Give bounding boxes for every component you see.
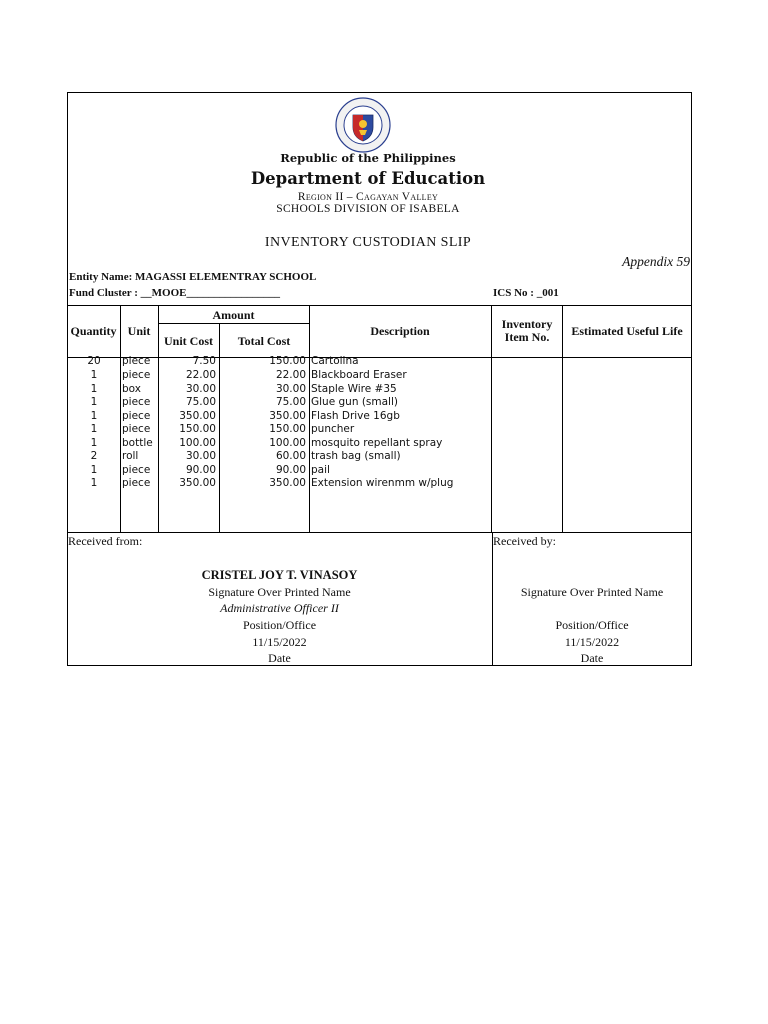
row-unit: box: [122, 383, 141, 395]
row-qty: 1: [90, 477, 98, 489]
division-text: SCHOOLS DIVISION OF ISABELA: [276, 203, 460, 215]
row-total-cost: 75.00: [275, 396, 306, 408]
header-estimated-useful-life: Estimated Useful Life: [571, 324, 683, 338]
row-total-cost: 350.00: [269, 410, 306, 422]
col-divider-inventory: [491, 305, 492, 532]
appendix-label: Appendix 59: [622, 254, 690, 269]
row-unit: bottle: [122, 437, 153, 449]
republic-text: Republic of the Philippines: [280, 151, 456, 165]
received-by-signature-label: Signature Over Printed Name: [520, 585, 664, 599]
fund-cluster-value: __MOOE_________________: [140, 287, 280, 299]
row-unit-cost: 350.00: [179, 410, 216, 422]
row-total-cost: 90.00: [275, 464, 306, 476]
row-qty: 20: [87, 355, 101, 367]
row-unit-cost: 90.00: [185, 464, 216, 476]
row-description: pail: [311, 464, 330, 476]
row-total-cost: 100.00: [269, 437, 306, 449]
row-unit-cost: 22.00: [185, 369, 216, 381]
row-unit: piece: [122, 423, 151, 435]
received-from-position-label: Position/Office: [242, 618, 317, 632]
row-unit-cost: 30.00: [185, 383, 216, 395]
col-divider-useful-life: [562, 305, 563, 532]
row-unit-cost: 30.00: [185, 450, 216, 462]
deped-seal-icon: [335, 97, 391, 153]
row-unit-cost: 350.00: [179, 477, 216, 489]
row-description: Glue gun (small): [311, 396, 398, 408]
fund-cluster-label: Fund Cluster :: [69, 287, 138, 299]
col-divider-description: [309, 305, 310, 532]
table-top-border: [67, 305, 692, 306]
row-unit: piece: [122, 396, 151, 408]
ics-no-label: ICS No :: [493, 287, 534, 299]
header-description: Description: [370, 324, 430, 338]
received-by-date-label: Date: [580, 651, 604, 665]
row-qty: 1: [90, 410, 98, 422]
row-qty: 1: [90, 464, 98, 476]
row-qty: 1: [90, 396, 98, 408]
row-total-cost: 30.00: [275, 383, 306, 395]
row-description: Blackboard Eraser: [311, 369, 407, 381]
row-qty: 1: [90, 423, 98, 435]
row-total-cost: 350.00: [269, 477, 306, 489]
department-title: Department of Education: [250, 169, 486, 188]
row-unit: piece: [122, 355, 151, 367]
ics-no-value: _001: [536, 287, 559, 299]
received-by-date: 11/15/2022: [564, 635, 620, 649]
row-unit: piece: [122, 410, 151, 422]
row-unit: piece: [122, 464, 151, 476]
row-unit-cost: 75.00: [185, 396, 216, 408]
row-description: mosquito repellant spray: [311, 437, 443, 449]
row-unit: piece: [122, 477, 151, 489]
row-total-cost: 60.00: [275, 450, 306, 462]
row-unit-cost: 150.00: [179, 423, 216, 435]
entity-name-row: [69, 271, 316, 283]
received-by-label: Received by:: [493, 534, 556, 548]
received-from-position: Administrative Officer II: [220, 601, 339, 615]
row-description: Flash Drive 16gb: [311, 410, 400, 422]
header-unit: Unit: [127, 324, 151, 338]
row-total-cost: 150.00: [269, 423, 306, 435]
fund-cluster-row: [69, 287, 280, 299]
row-unit-cost: 7.50: [192, 355, 216, 367]
row-description: Staple Wire #35: [311, 383, 397, 395]
row-description: Extension wirenmm w/plug: [311, 477, 454, 489]
form-title: INVENTORY CUSTODIAN SLIP: [264, 235, 472, 250]
entity-name-value: MAGASSI ELEMENTRAY SCHOOL: [135, 271, 317, 283]
table-bottom-border: [67, 532, 692, 533]
amount-divider: [158, 323, 309, 324]
header-unit-cost: Unit Cost: [163, 334, 213, 348]
col-divider-unit: [120, 305, 121, 532]
region-text: Region II – Cagayan Valley: [297, 191, 439, 203]
row-qty: 1: [90, 383, 98, 395]
received-by-position-label: Position/Office: [555, 618, 629, 632]
row-description: Cartolina: [311, 355, 359, 367]
received-from-name: CRISTEL JOY T. VINASOY: [201, 568, 358, 582]
row-qty: 1: [90, 437, 98, 449]
row-unit: roll: [122, 450, 139, 462]
row-qty: 1: [90, 369, 98, 381]
row-description: puncher: [311, 423, 355, 435]
header-amount: Amount: [212, 308, 255, 322]
row-qty: 2: [90, 450, 98, 462]
row-unit: piece: [122, 369, 151, 381]
row-total-cost: 22.00: [275, 369, 306, 381]
row-description: trash bag (small): [311, 450, 401, 462]
row-unit-cost: 100.00: [179, 437, 216, 449]
header-quantity: Quantity: [70, 324, 117, 338]
row-total-cost: 150.00: [269, 355, 306, 367]
received-from-signature-label: Signature Over Printed Name: [208, 585, 351, 599]
header-inventory-item-no: Inventory Item No.: [501, 317, 553, 344]
received-from-label: Received from:: [68, 534, 143, 548]
entity-name-label: Entity Name:: [69, 271, 133, 283]
header-total-cost: Total Cost: [237, 334, 291, 348]
received-from-date: 11/15/2022: [252, 635, 307, 649]
col-divider-totalcost: [219, 323, 220, 532]
ics-no-row: [493, 287, 559, 299]
received-from-date-label: Date: [268, 651, 291, 665]
